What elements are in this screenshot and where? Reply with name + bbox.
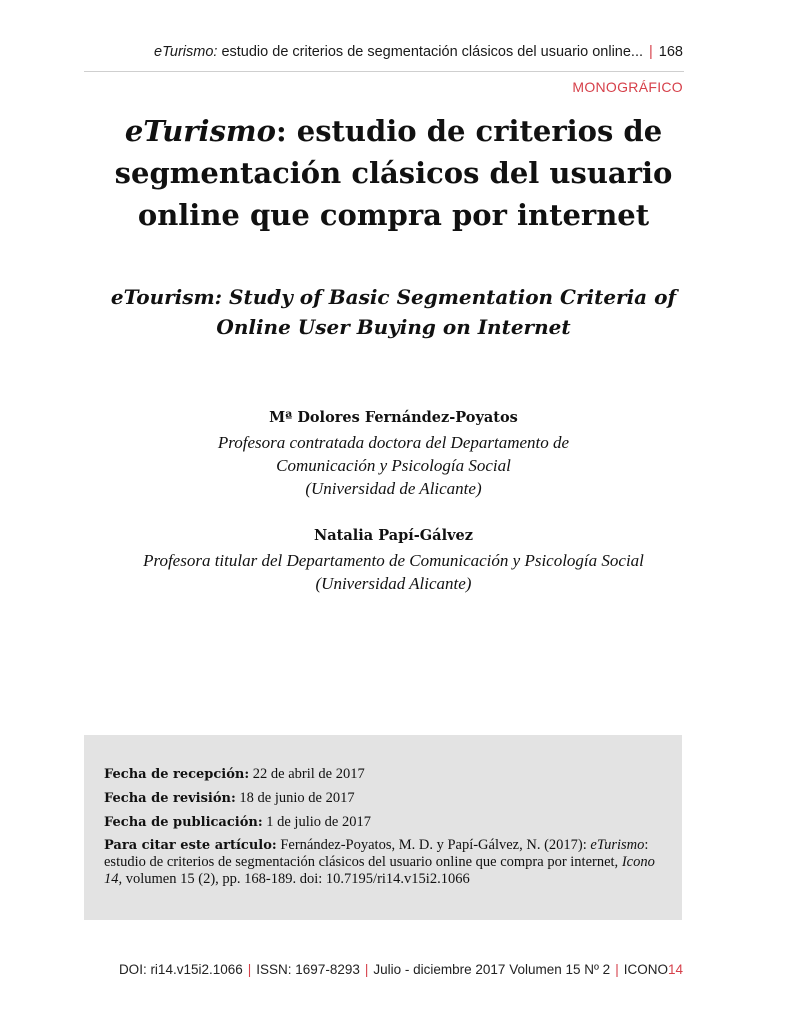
citation-text: Fernández-Poyatos, M. D. y Papí-Gálvez, N. (2017): [276, 837, 591, 853]
footer-journal: ICONO [623, 962, 668, 977]
article-title-english [60, 282, 727, 342]
author-affiliation-line: Profesora titular del Departamento de Comunicación y Psicología Social [143, 551, 644, 570]
footer-doi: DOI: ri14.v15i2.1066 [118, 962, 243, 977]
published-label: Fecha de publicación: [104, 815, 263, 830]
published-date [104, 813, 664, 832]
page-number: 168 [658, 44, 683, 60]
running-header [70, 44, 683, 60]
received-value: 22 de abril de 2017 [249, 766, 365, 782]
title-line-1: : estudio de criterios de [275, 114, 663, 148]
section-label: MONOGRÁFICO [572, 79, 683, 95]
received-date [104, 765, 664, 784]
author-affiliation-line: (Universidad Alicante) [315, 574, 472, 593]
author-name: Natalia Papí-Gálvez [314, 527, 473, 544]
author-affiliation-line: Comunicación y Psicología Social [276, 456, 511, 475]
article-title-spanish [60, 110, 727, 236]
title-italic-word: eTurismo [124, 114, 276, 148]
author-block-1 [70, 405, 717, 500]
footer-separator: | [364, 962, 369, 977]
author-block-2 [70, 523, 717, 595]
page-footer [0, 962, 683, 977]
header-divider [84, 71, 684, 72]
citation-italic-title: eTurismo [590, 837, 645, 853]
running-header-title-italic: eTurismo: [154, 44, 218, 60]
footer-separator: | [615, 962, 619, 977]
footer-journal-number: 14 [667, 962, 683, 977]
citation-text: volumen 15 (2), pp. 168-189. doi: 10.7195/ri14.v15i2.1066 [122, 871, 470, 887]
footer-issn: ISSN: 1697-8293 [256, 962, 360, 977]
revised-label: Fecha de revisión: [104, 791, 236, 806]
footer-separator: | [247, 962, 252, 977]
author-affiliation-line: (Universidad de Alicante) [305, 479, 482, 498]
author-name: Mª Dolores Fernández-Poyatos [269, 409, 518, 426]
revised-date [104, 789, 664, 808]
citation-italic-journal: Icono 14, [104, 854, 655, 887]
author-affiliation-line: Profesora contratada doctora del Departamento de [217, 433, 570, 452]
citation-text: : estudio de criterios de segmentación clásicos del usuario online que compra por internet, [104, 837, 649, 870]
citation [104, 837, 664, 888]
footer-issue: Julio - diciembre 2017 Volumen 15 Nº 2 [373, 962, 611, 977]
running-header-title: estudio de criterios de segmentación clásicos del usuario online... [217, 44, 644, 60]
revised-value: 18 de junio de 2017 [235, 790, 355, 806]
title-en-line-2: Online User Buying on Internet [216, 315, 571, 339]
title-line-2: segmentación clásicos del usuario [114, 156, 673, 190]
article-info-box [84, 735, 682, 920]
published-value: 1 de julio de 2017 [262, 814, 371, 830]
header-separator: | [649, 44, 653, 60]
citation-label: Para citar este artículo: [104, 838, 277, 853]
title-en-line-1: eTourism: Study of Basic Segmentation Criteria of [110, 285, 677, 309]
title-line-3: online que compra por internet [137, 198, 650, 232]
received-label: Fecha de recepción: [104, 767, 250, 782]
